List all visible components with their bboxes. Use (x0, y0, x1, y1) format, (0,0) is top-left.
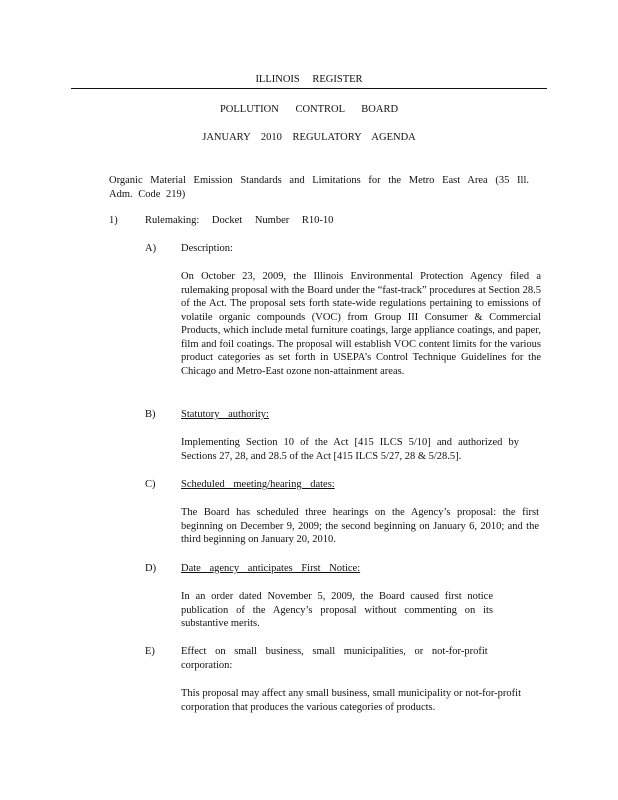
section-b-body: Implementing Section 10 of the Act [415 ILCS 5/10] and authorized by Sections 27, 28, and 28.5 of the Act [415 ILCS 5/27, 28 & 5/28.5]. (181, 437, 519, 462)
section-e-heading: Effect on small business, small municipalities, or not-for-profit corporation: (181, 646, 488, 671)
board-title: POLLUTION CONTROL BOARD (219, 104, 399, 115)
section-d-heading: Date agency anticipates First Notice: (181, 563, 361, 574)
section-b-heading: Statutory authority: (181, 409, 269, 420)
register-title: ILLINOIS REGISTER (255, 74, 363, 85)
agenda-title: JANUARY 2010 REGULATORY AGENDA (202, 132, 416, 143)
section-c-body: The Board has scheduled three hearings on the Agency’s proposal: the first beginning on December 9, 2009; the second beginning on January 6, 2010; and the third beginning on January 20, 2010. (181, 507, 539, 545)
section-c-letter: C) (145, 479, 156, 490)
section-a-letter: A) (145, 243, 157, 254)
section-c-heading: Scheduled meeting/hearing dates: (181, 479, 335, 490)
rulemaking-subject: Organic Material Emission Standards and Limitations for the Metro East Area (35 Ill. Adm. Code 219) (109, 175, 529, 200)
rulemaking-docket: Rulemaking: Docket Number R10-10 (145, 215, 334, 226)
section-a-body: On October 23, 2009, the Illinois Environmental Protection Agency filed a rulemaking proposal with the Board under the “fast-track” procedures at Section 28.5 of the Act. The proposal sets forth state-wide regulations pertaining to emissions of volatile organic compounds (VOC) from Group III Consumer & Commercial Products, which include metal furniture coatings, large appliance coatings, and paper, film and foil coatings. The proposal will establish VOC content limits for the various product categories as set forth in USEPA’s Control Technique Guidelines for the Chicago and Metro-East ozone non-attainment areas. (181, 271, 541, 377)
section-b-letter: B) (145, 409, 156, 420)
section-d-letter: D) (145, 563, 157, 574)
section-e-letter: E) (145, 646, 155, 657)
header-rule (71, 88, 547, 89)
section-e-body: This proposal may affect any small business, small municipality or not-for-profit corporation that produces the various categories of products. (181, 688, 521, 713)
item-number: 1) (109, 215, 118, 226)
section-d-body: In an order dated November 5, 2009, the Board caused first notice publication of the Agency’s proposal without commenting on its substantive merits. (181, 591, 493, 629)
section-a-heading: Description: (181, 243, 233, 254)
